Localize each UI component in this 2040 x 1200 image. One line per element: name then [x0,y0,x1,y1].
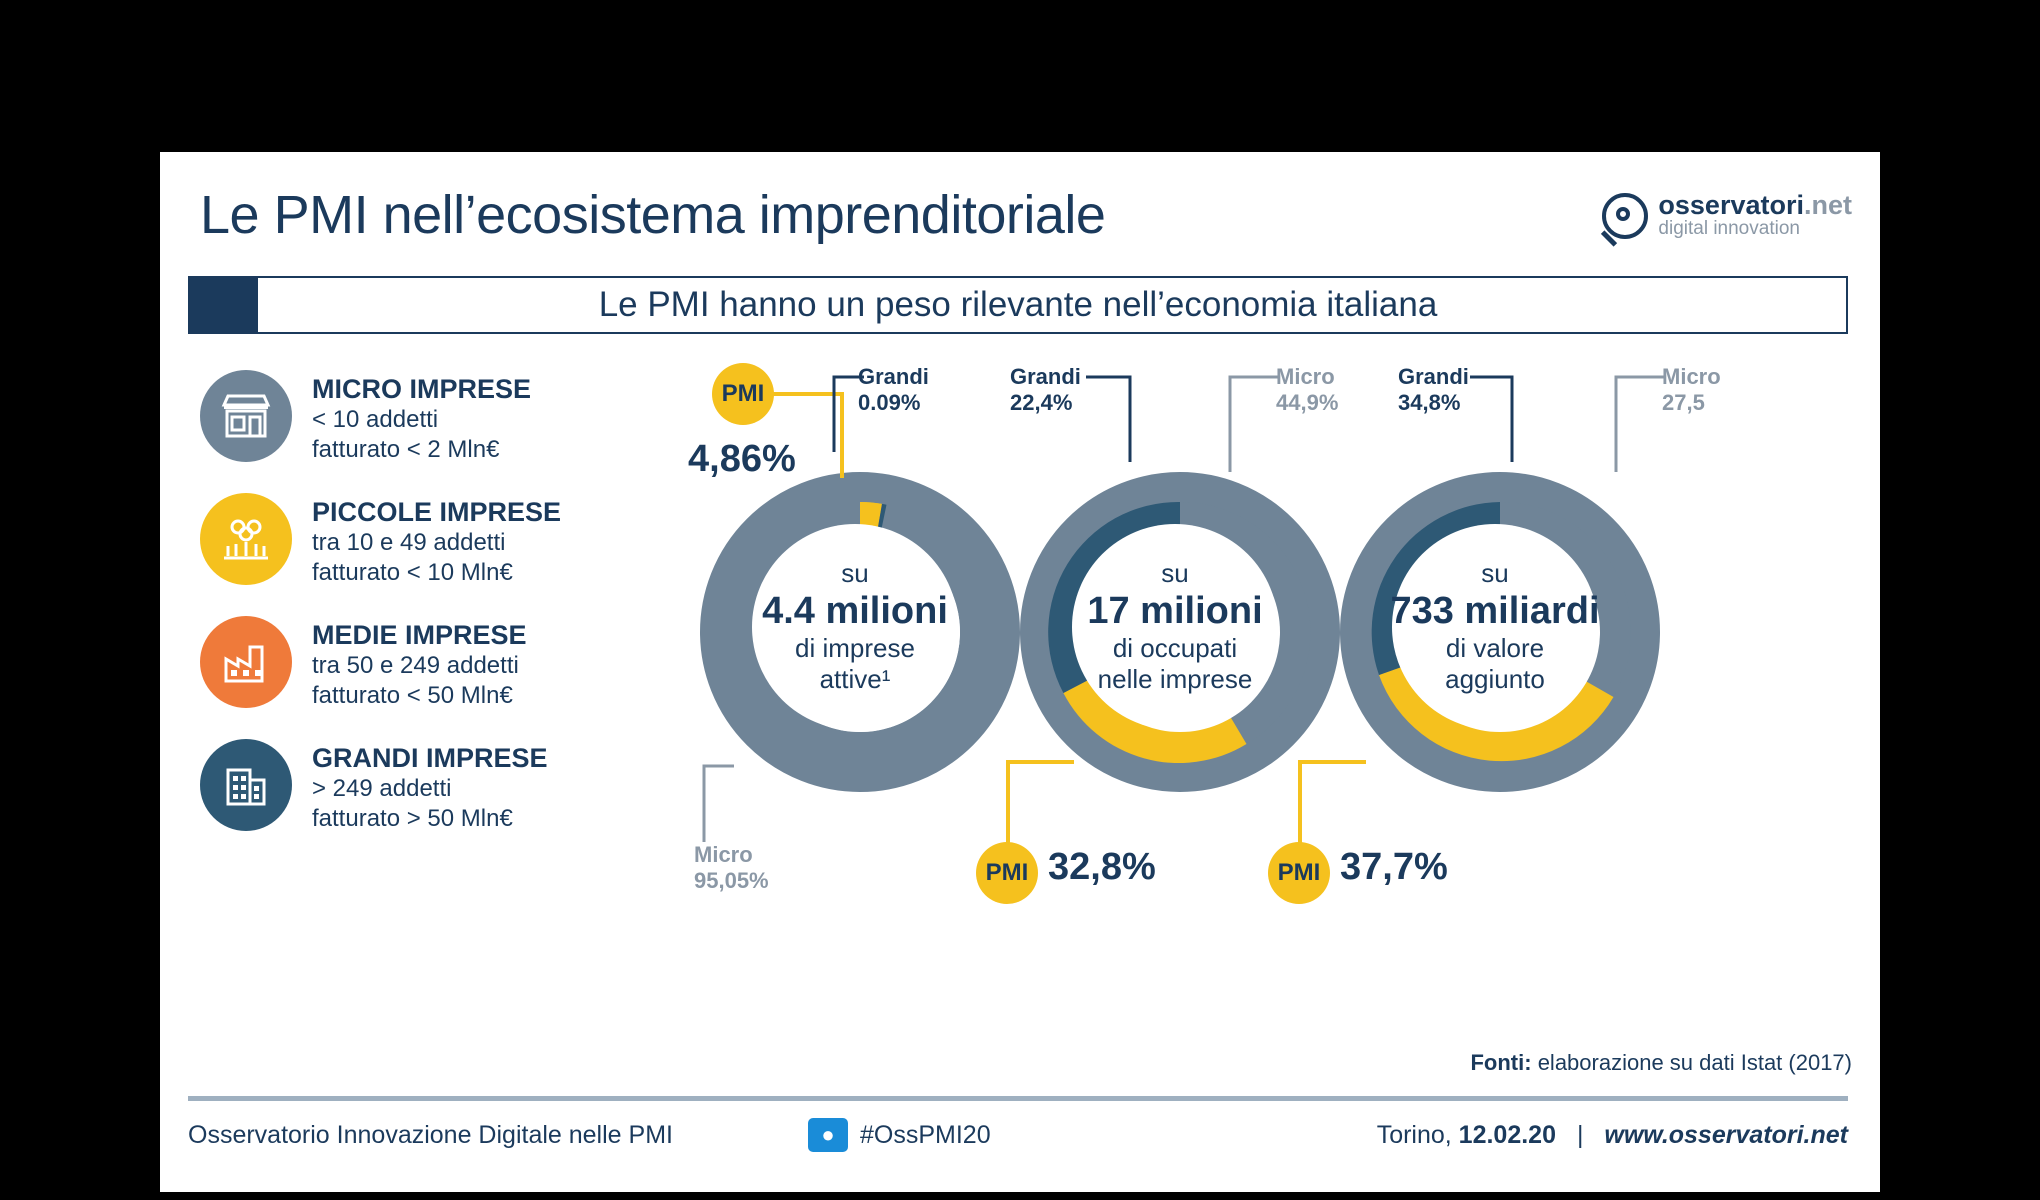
donut-2-center-text [1072,524,1278,730]
donut-2-big: 17 milioni [1087,589,1263,632]
logo-name: osservatori [1658,190,1804,220]
list-item-title: MEDIE IMPRESE [312,620,527,651]
slide [160,152,1880,1192]
logo-tld: .net [1803,190,1852,220]
donut-1-center [690,462,1020,792]
label-micro-3-name: Micro [1662,364,1721,389]
footer-hashtag: #OssPMI20 [860,1120,991,1149]
donut-2-post1: di occupati [1112,633,1238,664]
leader-line-pmi-2 [1002,758,1082,850]
list-item-title: PICCOLE IMPRESE [312,497,562,528]
donut-1-post2: attive¹ [819,664,891,695]
list-item-line2: fatturato < 50 Mln€ [312,682,513,710]
label-micro-3-value: 27,5 [1662,390,1705,415]
footer-website[interactable]: www.osservatori.net [1604,1120,1848,1149]
list-item-line1: < 10 addetti [312,406,439,434]
label-grandi-1-value: 0.09% [858,390,921,415]
brand-logo [1602,192,1852,240]
list-item-line2: fatturato < 2 Mln€ [312,436,500,464]
charts-area [680,362,1840,1002]
footer-divider [188,1096,1848,1101]
banner-text: Le PMI hanno un peso rilevante nell’economia italiana [598,285,1438,324]
list-item [200,739,620,834]
leader-line-micro-1 [698,762,738,846]
label-micro-2-value: 44,9% [1276,390,1339,415]
legend [200,370,620,862]
footer-place: Torino, [1376,1120,1459,1149]
pmi-value-3: 37,7% [1340,846,1448,888]
footer-date: 12.02.20 [1458,1120,1556,1149]
pmi-value-1: 4,86% [688,438,796,480]
donut-1-post1: di imprese [795,633,915,664]
building-icon [200,739,292,831]
pmi-badge-3: PMI [1268,842,1330,904]
leader-line-micro-2 [1214,372,1284,482]
list-item-line2: fatturato < 10 Mln€ [312,559,513,587]
list-item [200,493,620,588]
donut-3-post2: aggiunto [1445,664,1545,695]
leader-line-grandi-3 [1468,372,1528,472]
list-item-title: GRANDI IMPRESE [312,743,548,774]
footer-separator: | [1576,1120,1584,1149]
list-item-line1: tra 50 e 249 addetti [312,652,519,680]
list-item-title: MICRO IMPRESE [312,374,532,404]
list-item-line1: > 249 addetti [312,775,452,803]
donut-3-big: 733 miliardi [1390,589,1600,632]
footer-right [1228,1121,1848,1150]
shop-icon [200,370,292,462]
leader-line-pmi-3 [1294,758,1374,850]
pmi-value-2: 32,8% [1048,846,1156,888]
leader-line-micro-3 [1600,372,1670,482]
source-text: elaborazione su dati Istat (2017) [1531,1050,1852,1075]
leader-line-grandi-2 [1084,372,1144,472]
donut-3-pre: su [1481,558,1509,589]
label-micro-1-name: Micro [694,842,753,867]
list-item-line2: fatturato > 50 Mln€ [312,805,513,833]
label-micro-1-value: 95,05% [694,868,769,893]
logo-tagline: digital innovation [1658,218,1800,239]
label-grandi-2-name: Grandi [1010,364,1081,389]
donut-2-pre: su [1161,558,1189,589]
donut-1-center-text [752,524,958,730]
label-grandi-3-value: 34,8% [1398,390,1461,415]
donut-3-post1: di valore [1445,633,1545,664]
list-item [200,370,620,465]
source-label: Fonti: [1470,1050,1532,1075]
source-note [1470,1050,1852,1076]
footer [188,1110,1848,1160]
donut-3-center-text [1392,524,1598,730]
factory-icon [200,616,292,708]
label-grandi-2-value: 22,4% [1010,390,1073,415]
label-grandi-1-name: Grandi [858,364,929,389]
donut-3-center [1330,462,1660,792]
twitter-icon[interactable]: ● [808,1118,848,1152]
banner [188,276,1848,334]
page-title: Le PMI nell’ecosistema imprenditoriale [200,185,1106,245]
donut-2-center [1010,462,1340,792]
donut-2-post2: nelle imprese [1097,664,1253,695]
logo-wordmark [1658,192,1852,219]
label-micro-2-name: Micro [1276,364,1335,389]
pmi-badge-1: PMI [712,363,774,425]
list-item-line1: tra 10 e 49 addetti [312,529,506,557]
list-item [200,616,620,711]
pmi-badge-2: PMI [976,842,1038,904]
donut-1-big: 4.4 milioni [762,589,948,632]
donut-1-pre: su [841,558,869,589]
footer-social [808,1118,1228,1152]
footer-left: Osservatorio Innovazione Digitale nelle PMI [188,1120,673,1149]
logo-icon [1602,193,1648,239]
leader-line-grandi-1 [820,372,868,462]
label-grandi-3-name: Grandi [1398,364,1469,389]
people-icon [200,493,292,585]
